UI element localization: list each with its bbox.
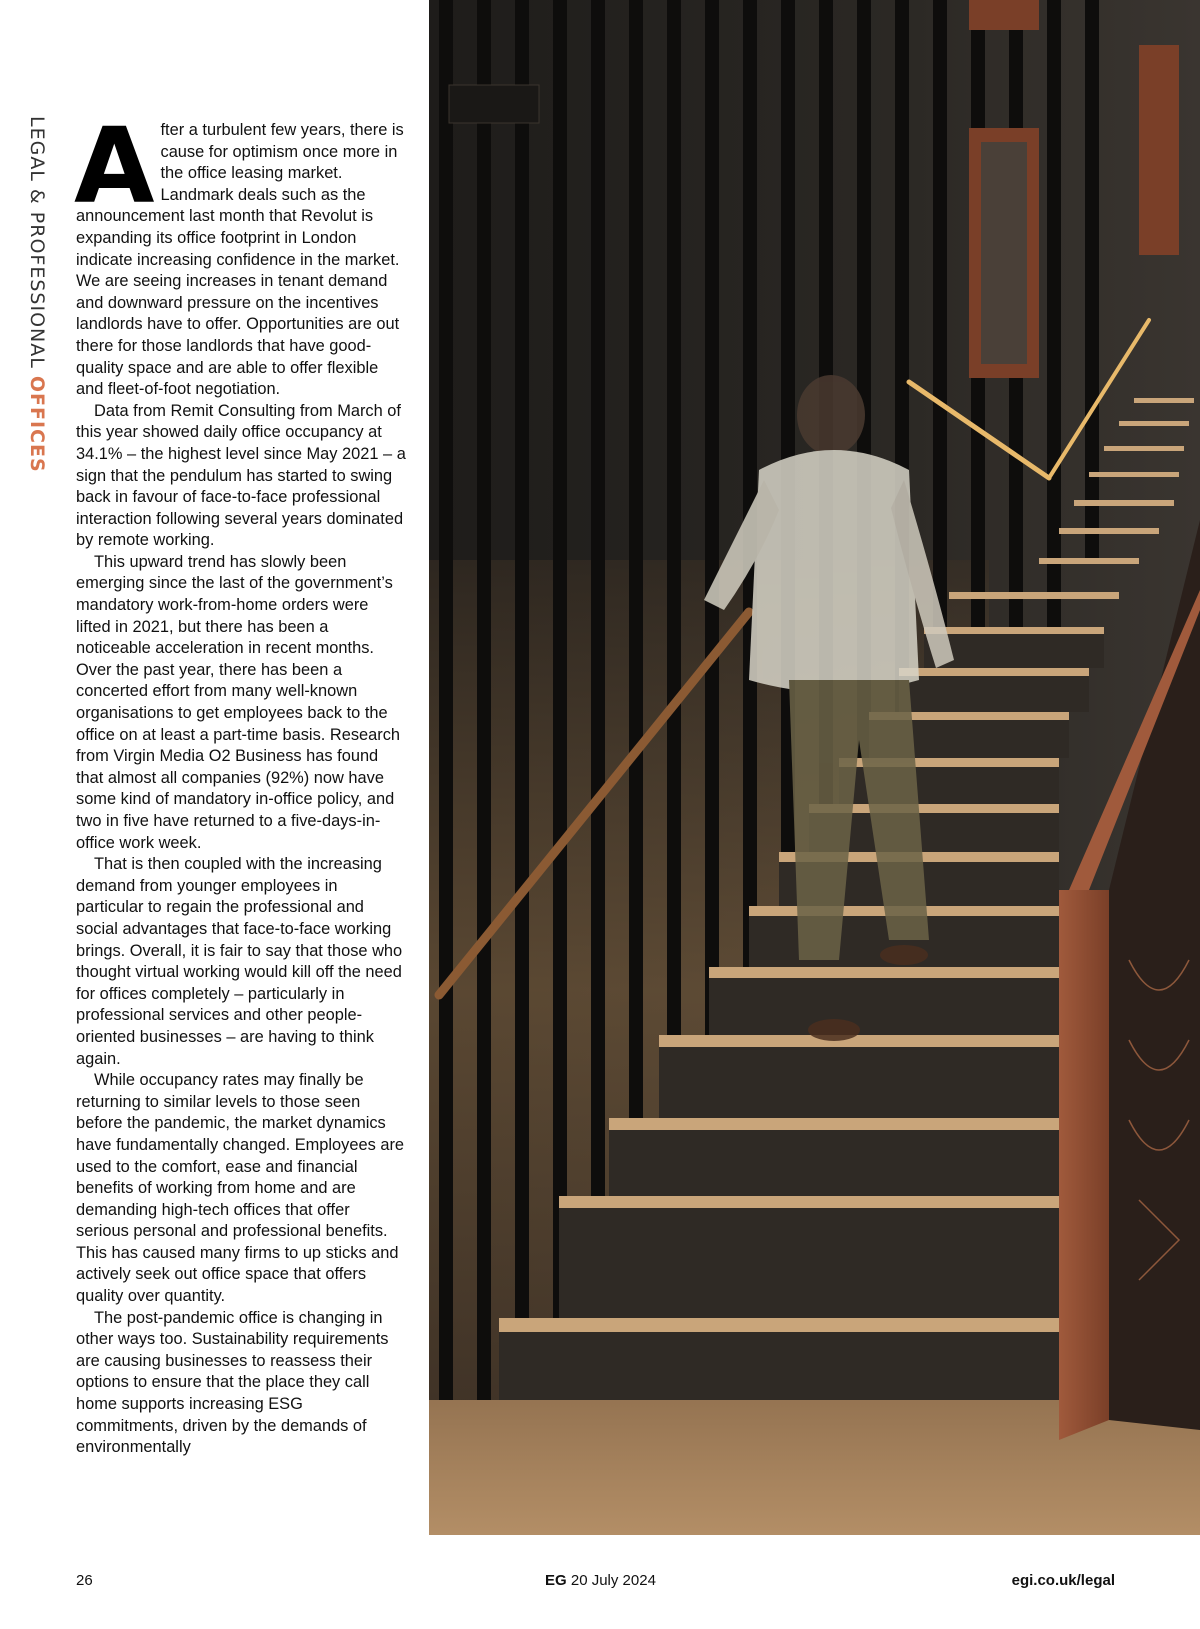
staircase-photo (429, 0, 1200, 1535)
paragraph-2: Data from Remit Consulting from March of this year showed daily office occupancy at 34.1% – the highest level since May 2021 – a sign that the pendulum has started to swing back in favour of face-to-face professional interaction following several years dominated by remote working. (76, 401, 406, 550)
article-body (74, 105, 406, 1459)
section-label (26, 116, 48, 473)
publication-name: EG (545, 1572, 567, 1589)
drop-cap: A (74, 105, 155, 227)
page-number: 26 (76, 1572, 93, 1589)
paragraph-6: The post-pandemic office is changing in other ways too. Sustainability requirements are causing businesses to reassess their options to ensure that the place they call home supports increasing ESG commitments, driven by the demands of environmentally (76, 1308, 389, 1457)
issue-date: 20 July 2024 (570, 1572, 656, 1589)
section-label-accent: OFFICES (26, 375, 48, 473)
staircase-illustration (429, 0, 1200, 1535)
paragraph-5: While occupancy rates may finally be returning to similar levels to those seen before the pandemic, the market dynamics have fundamentally changed. Employees are used to the comfort, ease and financial benefits of working from home and are demanding high-tech offices that offer serious personal and professional benefits. This has caused many firms to up sticks and actively seek out office space that offers quality over quantity. (76, 1071, 405, 1306)
paragraph-3: This upward trend has slowly been emerging since the last of the government’s mandatory work-from-home orders were lifted in 2021, but there has been a noticeable acceleration in recent months. Over the past year, there has been a concerted effort from many well-known organisations to get employees back to the office on at least a part-time basis. Research from Virgin Media O2 Business has found that almost all companies (92%) now have some kind of mandatory in-office policy, and two in five have returned to a five-days-in-office work week. (76, 552, 401, 852)
paragraph-1-text: fter a turbulent few years, there is cause for optimism once more in the office leasing market. Landmark deals such as the announcement last month that Revolut is expanding its office footprint in London indicate increasing confidence in the market. We are seeing increases in tenant demand and downward pressure on the incentives landlords have to offer. Opportunities are out there for those landlords that have good-quality space and are able to offer flexible and fleet-of-foot negotiation. (76, 121, 404, 399)
footer-url[interactable]: egi.co.uk/legal (1011, 1572, 1115, 1589)
paragraph-1 (74, 105, 406, 401)
publication-date (545, 1572, 656, 1589)
paragraph-4: That is then coupled with the increasing demand from younger employees in particular to regain the professional and social advantages that face-to-face working brings. Overall, it is fair to say that those who thought virtual working would kill off the need for offices completely – particularly in professional services and other people-oriented businesses – are having to think again. (76, 855, 403, 1068)
section-label-text: LEGAL & PROFESSIONAL (26, 116, 48, 369)
